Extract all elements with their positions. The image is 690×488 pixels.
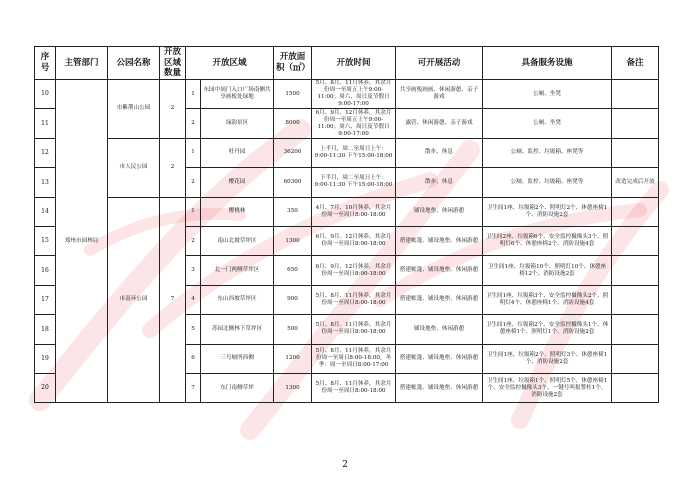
cell-idx: 4 [186, 285, 201, 314]
cell-time: 5月、8月、11月休养，其余月份周一至周日8:00-18:00 [312, 315, 396, 344]
cell-size: 8000 [274, 109, 312, 138]
cell-area: 东山西坡草坪区 [201, 285, 274, 314]
cell-activity: 铺设地垫、休闲游憩 [396, 197, 483, 226]
cell-facility: 公厕、监控、垃圾箱、座凳等 [483, 138, 612, 167]
cell-size: 900 [274, 285, 312, 314]
cell-area: 苏园北侧林下草坪区 [201, 315, 274, 344]
cell-time: 5月、8月、11月休养，其余月份周一至周五上午9:00-11:00；周六、周日及节假日9:00-17:00 [312, 80, 396, 109]
header-count: 开放区域数量 [160, 47, 186, 80]
cell-no: 17 [35, 285, 56, 314]
cell-idx: 2 [186, 226, 201, 255]
cell-facility: 卫生间1座、垃圾箱2个、照明灯2个、休憩座椅1个、消防设施2套 [483, 197, 612, 226]
cell-remark [612, 344, 659, 373]
cell-no: 13 [35, 168, 56, 197]
cell-remark [612, 256, 659, 285]
cell-facility: 卫生间1座、垃圾箱10个、照明灯10个、休憩座椅12个、消防设施2套 [483, 256, 612, 285]
cell-activity: 露营、休闲游憩、亲子游戏 [396, 109, 483, 138]
cell-time: 5月、8月、11月休养，其余月份周一至周日8:00-18:00 [312, 285, 396, 314]
header-activity: 可开展活动 [396, 47, 483, 80]
cell-no: 14 [35, 197, 56, 226]
cell-facility: 卫生间1座、垃圾箱2个、安全监控摄像头1个、休憩座椅1个、照明灯1个、消防设施2套 [483, 315, 612, 344]
cell-remark [612, 285, 659, 314]
cell-no: 10 [35, 80, 56, 109]
header-area-name: 开放区域 [186, 47, 274, 80]
cell-size: 350 [274, 197, 312, 226]
cell-count-nanhuan: 7 [160, 197, 186, 403]
cell-idx: 2 [186, 168, 201, 197]
cell-activity: 共享画板画画、休闲游憩、亲子游戏 [396, 80, 483, 109]
cell-facility: 卫生间1座、垃圾箱3个、安全监控摄像头2个、照明灯4个、休憩座椅1个、消防设施4套 [483, 285, 612, 314]
cell-park-zijingshan: 市紫荆山公园 [108, 80, 160, 139]
cell-area: 绿韵景区 [201, 109, 274, 138]
cell-count-zijingshan: 2 [160, 80, 186, 139]
cell-no: 12 [35, 138, 56, 167]
cell-facility: 公厕、监控、垃圾箱、座凳等 [483, 168, 612, 197]
cell-activity: 搭建帐篷、铺设地垫、休闲游憩 [396, 256, 483, 285]
park-open-area-table [34, 46, 659, 403]
cell-no: 16 [35, 256, 56, 285]
header-facility: 具备服务设施 [483, 47, 612, 80]
cell-area: 樱桃林 [201, 197, 274, 226]
cell-activity: 搭建帐篷、铺设地垫、休闲游憩 [396, 373, 483, 402]
cell-area: 东园中间门入口广场南侧共享画板处绿地 [201, 80, 274, 109]
cell-no: 19 [35, 344, 56, 373]
cell-no: 20 [35, 373, 56, 402]
cell-activity: 散步、休息 [396, 138, 483, 167]
cell-area: 北一门两侧草坪区 [201, 256, 274, 285]
cell-size: 1300 [274, 226, 312, 255]
header-no: 序号 [35, 47, 56, 80]
cell-size: 1300 [274, 373, 312, 402]
cell-idx: 7 [186, 373, 201, 402]
cell-area: 东门南侧草坪 [201, 373, 274, 402]
header-remark: 备注 [612, 47, 659, 80]
cell-area: 牡丹园 [201, 138, 274, 167]
page-number: 2 [342, 460, 348, 470]
cell-size: 60300 [274, 168, 312, 197]
cell-area: 樱花园 [201, 168, 274, 197]
cell-size: 36200 [274, 138, 312, 167]
cell-park-nanhuan: 市南环公园 [108, 197, 160, 403]
cell-time: 6月、9月、12月休养，其余月份周一至周五上午9:00-11:00；周六、周日及节假日9:00-17:00 [312, 109, 396, 138]
cell-remark [612, 197, 659, 226]
cell-idx: 5 [186, 315, 201, 344]
cell-idx: 1 [186, 197, 201, 226]
table-row [35, 197, 659, 226]
cell-idx: 6 [186, 344, 201, 373]
header-dept: 主管部门 [56, 47, 108, 80]
cell-time: 4月、7月、10月休养，其余月份周一至周日8:00-18:00 [312, 197, 396, 226]
cell-time: 5月、8月、11月休养，其余月份周一至周日8:00-18:00 [312, 373, 396, 402]
cell-activity: 铺设地垫、休闲游憩 [396, 315, 483, 344]
header-park: 公园名称 [108, 47, 160, 80]
cell-time: 6月、9月、12月休养，其余月份周一至周日8:00-18:00 [312, 256, 396, 285]
cell-remark [612, 315, 659, 344]
cell-remark [612, 226, 659, 255]
cell-area: 南山北坡草坪区 [201, 226, 274, 255]
table-header-row [35, 47, 659, 80]
cell-remark [612, 80, 659, 109]
cell-idx: 1 [186, 138, 201, 167]
cell-activity: 搭建帐篷、铺设地垫、休闲游憩 [396, 344, 483, 373]
cell-remark: 改造完成后开放 [612, 168, 659, 197]
cell-activity: 散步、休息 [396, 168, 483, 197]
cell-facility: 卫生间1座、垃圾箱2个、照明灯3个、休憩座椅1个、消防设施2套 [483, 344, 612, 373]
cell-facility: 卫生间2座、垃圾箱6个、安全监控摄像头3个、照明灯6个、休憩座椅2个、消防设施4套 [483, 226, 612, 255]
cell-size: 1200 [274, 344, 312, 373]
table-row [35, 80, 659, 109]
cell-no: 15 [35, 226, 56, 255]
cell-idx: 3 [186, 256, 201, 285]
cell-area: 三号厕所西侧 [201, 344, 274, 373]
cell-idx: 1 [186, 80, 201, 109]
cell-no: 11 [35, 109, 56, 138]
cell-size: 650 [274, 256, 312, 285]
cell-facility: 卫生间1座、垃圾箱1个、照明灯5个、休憩座椅1个、安全监控摄像头3个、一键号叫报警柱1个、消防设施2套 [483, 373, 612, 402]
cell-time: 5月、8月、11月休养，其余月份周一至周日8:00-18:00，冬季：周一至周日8:00-17:00 [312, 344, 396, 373]
cell-count-renmin: 2 [160, 138, 186, 197]
cell-remark [612, 373, 659, 402]
cell-park-renmin: 市人民公园 [108, 138, 160, 197]
cell-time: 上半月，周二至周日上午：9:00-11:30 下午15:00-18:00 [312, 138, 396, 167]
table-row [35, 138, 659, 167]
cell-size: 1500 [274, 80, 312, 109]
cell-activity: 搭建帐篷、铺设地垫、休闲游憩 [396, 285, 483, 314]
cell-dept: 郑州市园林局 [56, 80, 108, 403]
header-area-size: 开放面积（㎡） [274, 47, 312, 80]
cell-time: 6月、9月、12月休养，其余月份周一至周日8:00-18:00 [312, 226, 396, 255]
cell-facility: 公厕、坐凳 [483, 109, 612, 138]
cell-time: 下半月，周二至周日上午：9:00-11:30 下午15:00-18:00 [312, 168, 396, 197]
cell-size: 500 [274, 315, 312, 344]
cell-activity: 搭建帐篷、铺设地垫、休闲游憩 [396, 226, 483, 255]
cell-idx: 2 [186, 109, 201, 138]
cell-remark [612, 109, 659, 138]
cell-facility: 公厕、坐凳 [483, 80, 612, 109]
header-time: 开放时间 [312, 47, 396, 80]
cell-remark [612, 138, 659, 167]
cell-no: 18 [35, 315, 56, 344]
